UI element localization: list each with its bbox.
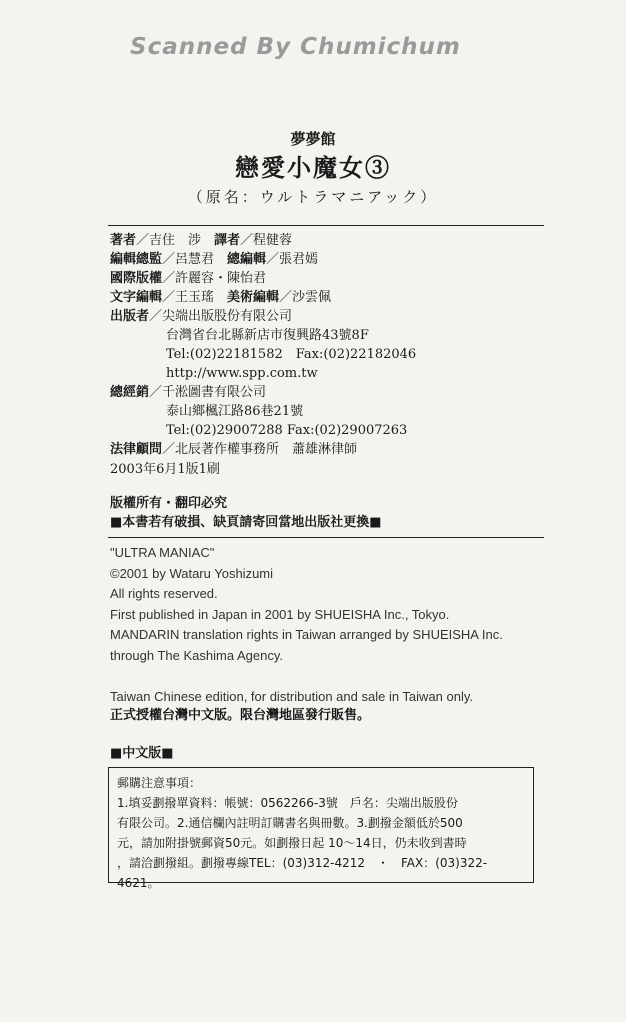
notice-line: 郵購注意事項： — [117, 776, 202, 790]
postal-notice-box — [108, 767, 534, 890]
publish-date: 2003年6月1版1刷 — [110, 462, 220, 477]
taiwan-edition-zh: 正式授權台灣中文版。限台灣地區發行販售。 — [110, 708, 371, 723]
notice-line: 元，請加附掛號郵資50元。如劃撥日起 10～14日，仍未收到書時 — [117, 836, 467, 850]
english-copyright — [110, 543, 503, 666]
notice-line: 有限公司。2.通信欄內註明訂購書名與冊數。3.劃撥金額低於500 — [117, 816, 463, 830]
notice-line: ，請洽劃撥組。劃撥專線TEL：(03)312-4212 ・ FAX：(03)322- — [117, 856, 488, 870]
original-title: （原名：ウルトラマニアック） — [187, 188, 439, 206]
credit-row-legal — [110, 440, 550, 459]
credit-label: 美術編輯 — [227, 290, 280, 305]
distributor-address: 泰山鄉楓江路86巷21號 — [166, 404, 304, 419]
credit-value: ／程健蓉 — [240, 233, 293, 248]
publisher-address: 台灣省台北縣新店市復興路43號8F — [166, 328, 369, 343]
credit-value: ／許麗容・陳怡君 — [162, 271, 267, 286]
credit-label: 國際版權 — [110, 271, 163, 286]
publisher-phone: Tel:(02)22181582 Fax:(02)22182046 — [166, 347, 417, 362]
english-line: First published in Japan in 2001 by SHUEISHA Inc., Tokyo. — [110, 606, 450, 622]
credit-row-distributor — [110, 383, 550, 402]
english-line: through The Kashima Agency. — [110, 647, 283, 663]
credit-label: 總編輯 — [227, 252, 267, 267]
english-line: "ULTRA MANIAC" — [110, 545, 215, 560]
publisher-website: http://www.spp.com.tw — [166, 366, 318, 381]
credit-value: ／千淞圖書有限公司 — [149, 385, 267, 400]
credit-value: ／北辰著作權事務所 蕭雄淋律師 — [162, 442, 358, 457]
rights-line: ■本書若有破損、缺頁請寄回當地出版社更換■ — [110, 515, 382, 530]
credit-label: 編輯總監 — [110, 252, 163, 267]
credit-label: 出版者 — [110, 309, 150, 324]
credit-value: ／沙雲佩 — [279, 290, 332, 305]
rights-notice — [110, 494, 382, 532]
middle-divider — [108, 537, 544, 538]
credit-row-text-editor — [110, 288, 550, 307]
credit-row-editors — [110, 250, 550, 269]
scanner-credit: Scanned By Chumichum — [130, 34, 461, 60]
taiwan-edition-en: Taiwan Chinese edition, for distribution and sale in Taiwan only. — [110, 689, 474, 704]
credit-value: ／張君嫣 — [266, 252, 319, 267]
credit-label: 總經銷 — [110, 385, 150, 400]
credit-value: ／尖端出版股份有限公司 — [149, 309, 293, 324]
credit-row-publisher — [110, 307, 550, 326]
top-divider — [108, 225, 544, 226]
credit-value: ／呂慧君 — [162, 252, 228, 267]
english-line: All rights reserved. — [110, 586, 218, 601]
credit-row-rights — [110, 269, 550, 288]
taiwan-edition-notice — [110, 687, 473, 725]
chinese-edition-label: ■中文版■ — [110, 746, 174, 761]
credits-block — [110, 231, 550, 459]
notice-line: 1.填妥劃撥單資料：帳號：0562266-3號 戶名：尖端出版股份 — [117, 796, 458, 810]
english-line: MANDARIN translation rights in Taiwan arranged by SHUEISHA Inc. — [110, 627, 503, 642]
notice-line: 4621。 — [117, 876, 160, 890]
distributor-phone: Tel:(02)29007288 Fax:(02)29007263 — [166, 423, 408, 438]
english-line: ©2001 by Wataru Yoshizumi — [110, 565, 274, 581]
rights-line: 版權所有・翻印必究 — [110, 496, 228, 511]
book-title: 戀愛小魔女③ — [235, 153, 391, 182]
credit-label: 譯者 — [214, 233, 241, 248]
credit-value: ／吉住 涉 — [136, 233, 215, 248]
credit-label: 文字編輯 — [110, 290, 163, 305]
credit-label: 法律顧問 — [110, 442, 163, 457]
credit-row-author — [110, 231, 550, 250]
credit-value: ／王玉瑤 — [162, 290, 228, 305]
credit-label: 著者 — [110, 233, 137, 248]
publisher-label: 夢夢館 — [290, 130, 336, 148]
